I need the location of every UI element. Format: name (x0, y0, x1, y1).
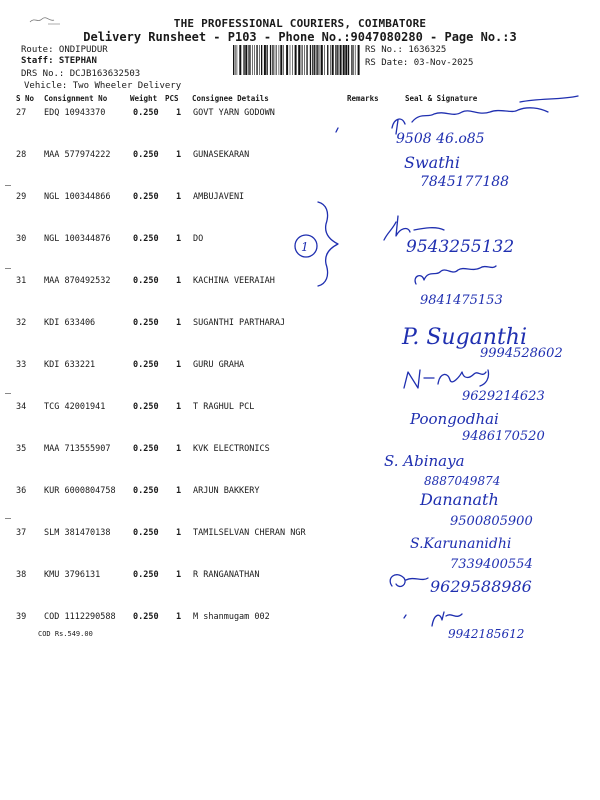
signature-row-32 (401, 325, 563, 361)
signature-text: P. Suganthi (402, 325, 527, 350)
row-consignment-no: MAA 870492532 (44, 276, 111, 286)
row-sno: 31 (16, 276, 27, 286)
row-pcs: 1 (176, 444, 182, 454)
row-consignee: GOVT YARN GODOWN (193, 108, 275, 118)
row-consignment-no: MAA 577974222 (44, 150, 111, 160)
signature-row-39 (404, 612, 524, 641)
row-pcs: 1 (176, 570, 182, 580)
row-pcs: 1 (176, 108, 182, 118)
cod-amount: COD Rs.549.00 (38, 630, 93, 638)
row-pcs: 1 (176, 150, 182, 160)
row-consignment-no: COD 1112290588 (44, 612, 116, 622)
vehicle-label: Vehicle: Two Wheeler Delivery (24, 81, 182, 91)
signature-text: 9841475153 (420, 293, 503, 308)
signature-text: 8887049874 (424, 474, 501, 488)
row-pcs: 1 (176, 360, 182, 370)
row-consignment-no: KUR 6000804758 (44, 486, 116, 496)
row-sno: 34 (16, 402, 27, 412)
col-consignee: Consignee Details (192, 94, 269, 103)
row-sno: 37 (16, 528, 27, 538)
row-pcs: 1 (176, 276, 182, 286)
row-consignment-no: NGL 100344876 (44, 234, 111, 244)
margin-tick (5, 268, 11, 269)
signature-text: 9629214623 (462, 389, 545, 404)
row-consignee: GUNASEKARAN (193, 150, 250, 160)
row-sno: 38 (16, 570, 27, 580)
col-consignment: Consignment No (44, 94, 108, 103)
signature-row-36 (419, 490, 533, 529)
signature-row-37 (410, 536, 533, 572)
row-consignee: M shanmugam 002 (193, 612, 270, 622)
runsheet-title: Delivery Runsheet - P103 - Phone No.:9047080280 - Page No.:3 (83, 30, 517, 44)
signature-text: 9500805900 (450, 514, 533, 529)
col-weight: Weight (130, 94, 158, 103)
margin-tick (5, 518, 11, 519)
signature-text: 7845177188 (420, 174, 510, 190)
row-consignee: T RAGHUL PCL (193, 402, 255, 412)
row-weight: 0.250 (133, 612, 159, 622)
col-remarks: Remarks (347, 94, 379, 103)
row-sno: 30 (16, 234, 27, 244)
row-consignment-no: MAA 713555907 (44, 444, 111, 454)
row-weight: 0.250 (133, 234, 159, 244)
row-pcs: 1 (176, 234, 182, 244)
row-weight: 0.250 (133, 108, 159, 118)
signature-text: Poongodhai (410, 410, 499, 428)
signature-text: 9543255132 (406, 237, 515, 257)
signature-text: S. Abinaya (384, 452, 465, 470)
signature-row-35 (384, 452, 500, 488)
row-consignee: SUGANTHI PARTHARAJ (193, 318, 286, 328)
row-weight: 0.250 (133, 192, 159, 202)
row-sno: 39 (16, 612, 27, 622)
row-consignee: TAMILSELVAN CHERAN NGR (193, 528, 306, 538)
row-consignment-no: NGL 100344866 (44, 192, 111, 202)
row-consignee: KVK ELECTRONICS (193, 444, 270, 454)
row-weight: 0.250 (133, 150, 159, 160)
signature-text: S.Karunanidhi (410, 536, 512, 552)
rs-date: RS Date: 03-Nov-2025 (365, 58, 474, 68)
row-consignee: R RANGANATHAN (193, 570, 260, 580)
row-weight: 0.250 (133, 318, 159, 328)
row-weight: 0.250 (133, 528, 159, 538)
drs-number: DRS No.: DCJB163632503 (21, 69, 141, 79)
row-consignment-no: SLM 381470138 (44, 528, 111, 538)
signature-text: Swathi (404, 153, 461, 172)
row-sno: 33 (16, 360, 27, 370)
signature-text: 9942185612 (448, 627, 525, 641)
row-weight: 0.250 (133, 402, 159, 412)
signature-row-38 (390, 575, 532, 596)
signature-row-34 (409, 410, 545, 444)
row-pcs: 1 (176, 192, 182, 202)
row-consignment-no: KMU 3796131 (44, 570, 101, 580)
row-weight: 0.250 (133, 360, 159, 370)
row-sno: 29 (16, 192, 27, 202)
row-sno: 27 (16, 108, 27, 118)
company-name: THE PROFESSIONAL COURIERS, COIMBATORE (173, 17, 427, 30)
row-sno: 32 (16, 318, 27, 328)
brace-mark (318, 202, 338, 286)
signature-text: 9629588986 (430, 577, 532, 596)
row-consignment-no: KDI 633406 (44, 318, 96, 328)
signature-row-30 (384, 216, 514, 257)
row-weight: 0.250 (133, 570, 159, 580)
signature-text: 9486170520 (462, 429, 545, 444)
row-weight: 0.250 (133, 486, 159, 496)
route-label: Route: ONDIPUDUR (21, 45, 108, 55)
signature-row-28 (404, 153, 509, 190)
row-pcs: 1 (176, 612, 182, 622)
margin-tick (5, 185, 11, 186)
row-pcs: 1 (176, 402, 182, 412)
row-consignee: AMBUJAVENI (193, 192, 245, 202)
signature-row-27 (336, 96, 578, 147)
row-sno: 35 (16, 444, 27, 454)
col-pcs: PCS (165, 94, 179, 103)
signature-text: 7339400554 (450, 557, 533, 572)
row-consignment-no: EDQ 10943370 (44, 108, 106, 118)
signature-text: 9994528602 (480, 346, 563, 361)
row-weight: 0.250 (133, 276, 159, 286)
row-pcs: 1 (176, 318, 182, 328)
row-sno: 36 (16, 486, 27, 496)
circled-note (295, 235, 317, 257)
row-consignee: DO (193, 234, 204, 244)
row-consignment-no: KDI 633221 (44, 360, 96, 370)
row-sno: 28 (16, 150, 27, 160)
row-consignment-no: TCG 42001941 (44, 402, 106, 412)
signature-text: 9508 46.o85 (396, 131, 485, 147)
rs-number: RS No.: 1636325 (365, 45, 447, 55)
circled-number: 1 (301, 240, 309, 254)
margin-tick (5, 393, 11, 394)
signature-row-31 (415, 266, 503, 308)
row-consignee: ARJUN BAKKERY (193, 486, 260, 496)
col-sno: S No (16, 94, 35, 103)
row-weight: 0.250 (133, 444, 159, 454)
rs-barcode (233, 45, 360, 75)
row-pcs: 1 (176, 486, 182, 496)
row-pcs: 1 (176, 528, 182, 538)
col-signature: Seal & Signature (405, 94, 478, 103)
signature-text: Dananath (420, 490, 499, 509)
row-consignee: GURU GRAHA (193, 360, 245, 370)
signature-row-33 (404, 370, 545, 404)
row-consignee: KACHINA VEERAIAH (193, 276, 275, 286)
staff-label: Staff: STEPHAN (21, 56, 97, 66)
